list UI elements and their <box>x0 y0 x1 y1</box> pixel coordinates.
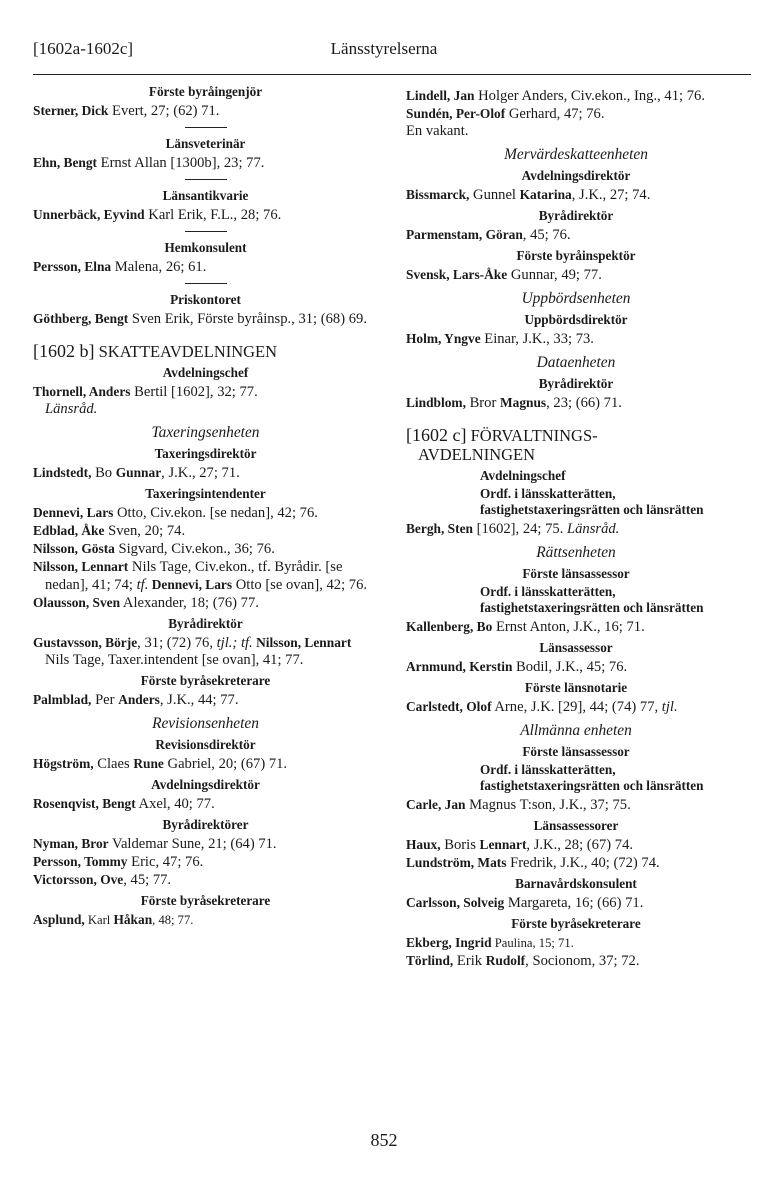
person-entry: Carlsson, Solveig Margareta, 16; (66) 71. <box>406 895 644 911</box>
person-entry: Ehn, Bengt Ernst Allan [1300b], 23; 77. <box>33 155 265 171</box>
section-heading: [1602 c] FÖRVALTNINGS- AVDELNINGEN <box>406 425 598 464</box>
person-entry: Nyman, Bror Valdemar Sune, 21; (64) 71. <box>33 836 277 852</box>
position-title: Förste byråingenjör <box>148 84 263 99</box>
position-title: Förste länsnotarie <box>524 680 628 695</box>
vacancy-note: En vakant. <box>406 123 469 139</box>
header-range: [1602a-1602c] <box>33 39 134 58</box>
person-entry: Kallenberg, Bo Ernst Anton, J.K., 16; 71. <box>406 619 645 635</box>
unit-heading: Mervärdeskatteenheten <box>504 146 648 163</box>
person-entry: Arnmund, Kerstin Bodil, J.K., 45; 76. <box>406 659 628 675</box>
person-entry: Ekberg, Ingrid Paulina, 15; 71. <box>406 935 574 950</box>
person-entry: Parmenstam, Göran, 45; 76. <box>406 227 571 243</box>
person-entry: Carle, Jan Magnus T:son, J.K., 37; 75. <box>406 797 631 813</box>
position-title: Priskontoret <box>170 292 241 307</box>
person-entry: Holm, Yngve Einar, J.K., 33; 73. <box>406 331 594 347</box>
position-title: Länsveterinär <box>165 136 246 151</box>
person-entry: Nilsson, Gösta Sigvard, Civ.ekon., 36; 76. <box>33 541 275 557</box>
separator <box>185 283 227 284</box>
position-title: Förste länsassessor <box>522 566 630 581</box>
header-title: Länsstyrelserna <box>330 39 438 58</box>
role-note: Ordf. i länsskatterätten, fastighetstaxeringsrätten och länsrätten <box>480 486 704 517</box>
position-title: Hemkonsulent <box>164 240 247 255</box>
position-title: Förste byråinspektör <box>516 248 636 263</box>
position-title: Byrådirektör <box>168 616 243 631</box>
person-entry: Lindell, Jan Holger Anders, Civ.ekon., Ing., 41; 76. <box>406 88 705 104</box>
right-column <box>406 80 746 970</box>
person-entry: Lindblom, Bror Magnus, 23; (66) 71. <box>406 395 622 411</box>
position-title: Förste byråsekreterare <box>511 916 641 931</box>
person-entry: Svensk, Lars-Åke Gunnar, 49; 77. <box>406 267 602 283</box>
person-entry: Lindstedt, Bo Gunnar, J.K., 27; 71. <box>33 465 240 481</box>
position-title: Barnavårdskonsulent <box>515 876 637 891</box>
person-entry: Dennevi, Lars Otto, Civ.ekon. [se nedan], 42; 76. <box>33 505 318 521</box>
position-title: Länsassessorer <box>533 818 619 833</box>
position-title: Uppbördsdirektör <box>524 312 628 327</box>
person-entry: Törlind, Erik Rudolf, Socionom, 37; 72. <box>406 953 640 969</box>
separator <box>185 231 227 232</box>
person-entry: Edblad, Åke Sven, 20; 74. <box>33 523 186 539</box>
unit-heading: Dataenheten <box>536 354 616 371</box>
person-entry: Olausson, Sven Alexander, 18; (76) 77. <box>33 595 259 611</box>
unit-heading: Taxeringsenheten <box>151 424 260 441</box>
unit-heading: Uppbördsenheten <box>521 290 631 307</box>
person-entry: Persson, Elna Malena, 26; 61. <box>33 259 207 275</box>
person-entry: Carlstedt, Olof Arne, J.K. [29], 44; (74) 77, tjl. <box>406 699 678 715</box>
unit-heading: Allmänna enheten <box>520 722 632 739</box>
person-entry: Thornell, Anders Bertil [1602], 32; 77. Länsråd. <box>33 384 258 417</box>
position-title: Avdelningsdirektör <box>521 168 631 183</box>
person-entry: Asplund, Karl Håkan, 48; 77. <box>33 912 194 927</box>
person-entry: Gustavsson, Börje, 31; (72) 76, tjl.; tf. Nilsson, Lennart Nils Tage, Taxer.intendent [se ovan], 41; 77. <box>33 635 352 668</box>
person-entry: Göthberg, Bengt Sven Erik, Förste byråinsp., 31; (68) 69. <box>33 311 367 327</box>
position-title: Förste byråsekreterare <box>140 673 271 688</box>
person-entry: Rosenqvist, Bengt Axel, 40; 77. <box>33 796 215 812</box>
left-column <box>33 80 378 929</box>
unit-heading: Rättsenheten <box>536 544 616 561</box>
person-entry: Unnerbäck, Eyvind Karl Erik, F.L., 28; 76. <box>33 207 282 223</box>
position-title: Avdelningschef <box>162 365 249 380</box>
person-entry: Persson, Tommy Eric, 47; 76. <box>33 854 204 870</box>
separator <box>185 127 227 128</box>
position-title: Länsassessor <box>539 640 613 655</box>
person-entry: Nilsson, Lennart Nils Tage, Civ.ekon., tf. Byrådir. [se nedan], 41; 74; tf. Dennevi, Lars Otto [se ovan], 42; 76. <box>33 559 368 593</box>
position-title: Förste byråsekreterare <box>140 893 271 908</box>
running-header <box>0 40 768 62</box>
person-entry: Victorsson, Ove, 45; 77. <box>33 872 172 888</box>
person-entry: Palmblad, Per Anders, J.K., 44; 77. <box>33 692 239 708</box>
position-title: Revisionsdirektör <box>155 737 256 752</box>
separator <box>185 179 227 180</box>
header-rule <box>33 74 751 75</box>
section-heading: [1602 b] SKATTEAVDELNINGEN <box>33 341 278 361</box>
person-entry: Sterner, Dick Evert, 27; (62) 71. <box>33 103 220 119</box>
position-title: Byrådirektör <box>538 376 614 391</box>
page-number: 852 <box>370 1130 398 1150</box>
position-title: Förste länsassessor <box>522 744 630 759</box>
person-entry: Sundén, Per-Olof Gerhard, 47; 76. <box>406 106 605 122</box>
role-note: Ordf. i länsskatterätten, fastighetstaxeringsrätten och länsrätten <box>480 584 704 615</box>
position-title: Taxeringsintendenter <box>145 486 266 501</box>
position-title: Taxeringsdirektör <box>154 446 257 461</box>
unit-heading: Revisionsenheten <box>152 715 259 732</box>
person-entry: Bergh, Sten [1602], 24; 75. Länsråd. <box>406 521 620 537</box>
person-entry: Haux, Boris Lennart, J.K., 28; (67) 74. <box>406 837 634 853</box>
role-note: Ordf. i länsskatterätten, fastighetstaxeringsrätten och länsrätten <box>480 762 704 793</box>
position-title: Länsantikvarie <box>162 188 249 203</box>
position-title: Avdelningschef <box>480 468 566 483</box>
position-title: Byrådirektörer <box>162 817 249 832</box>
person-entry: Högström, Claes Rune Gabriel, 20; (67) 71. <box>33 756 288 772</box>
person-entry: Bissmarck, Gunnel Katarina, J.K., 27; 74. <box>406 187 651 203</box>
position-title: Byrådirektör <box>538 208 614 223</box>
position-title: Avdelningsdirektör <box>151 777 260 792</box>
person-entry: Lundström, Mats Fredrik, J.K., 40; (72) 74. <box>406 855 660 871</box>
